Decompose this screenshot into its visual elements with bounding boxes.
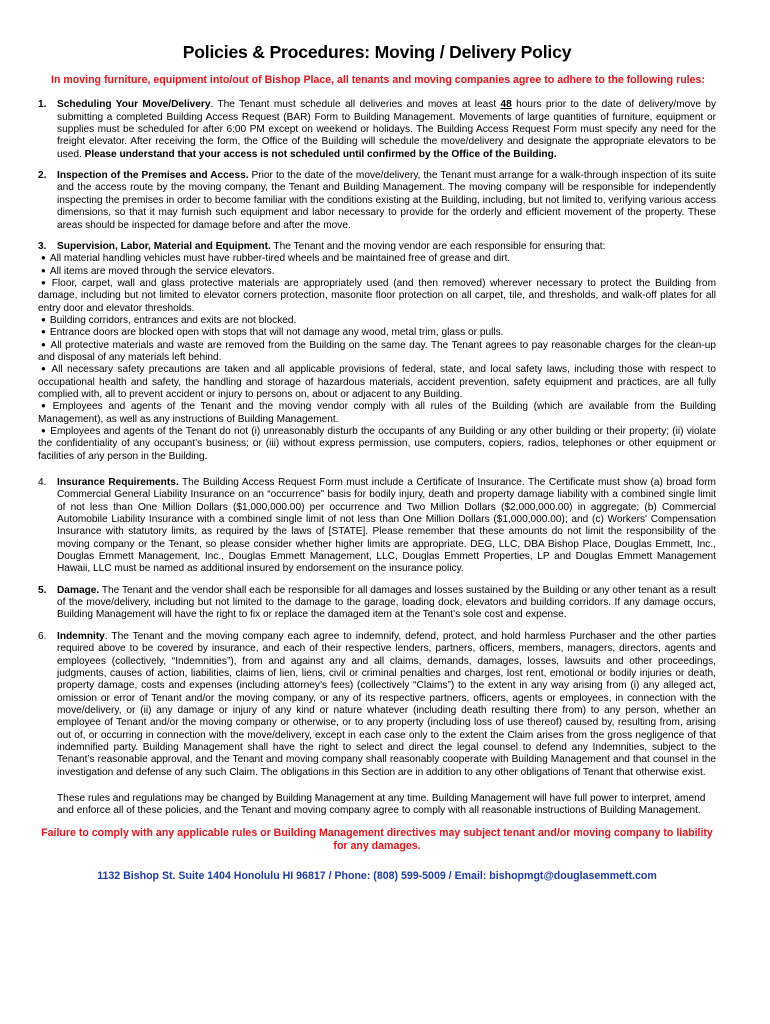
bullet-icon: ● <box>41 253 46 263</box>
list-item: ● All protective materials and waste are removed from the Building on the same day. The Tenant agrees to pay reasonable charges for the clean-up and disposal of any materials left behind. <box>38 339 716 363</box>
section-text: Prior to the date of the move/delivery, the Tenant must arrange for a walk-through inspection of its suite and the access route by the moving company, the Tenant and Building Management. The moving company will be responsible for independently inspecting the premises in order to become familiar with the conditions existing at the Building, including, but not limited to, verifying various access dimensions, so that it may furnish such equipment and labor necessary to provide for the orderly and efficient movement of the property. These areas should be inspected for damage before and after the move. <box>57 170 716 231</box>
closing-paragraph: These rules and regulations may be changed by Building Management at any time. Building Management will have full power to interpret, amend and enforce all of these policies, and the Tenant and moving company agree to comply with all reasonable instructions of Building Management. <box>57 792 706 817</box>
list-item: ● All items are moved through the service elevators. <box>41 265 275 277</box>
section-indemnity <box>38 631 716 779</box>
list-item: ● All material handling vehicles must have rubber-tired wheels and be maintained free of grease and dirt. <box>41 253 511 265</box>
list-item: ● Employees and agents of the Tenant do not (i) unreasonably disturb the occupants of any Building or any other building or their property; (ii) violate the confidentiality of any occupant’s business; or (iii) without express permission, use computers, copiers, radios, telephones or other equipment or facilities of any person in the Building. <box>38 426 716 462</box>
failure-notice: Failure to comply with any applicable rules or Building Management directives may subject tenant and/or moving company to liability for any damages. <box>41 826 713 853</box>
section-number: 5. <box>38 584 47 596</box>
section-number: 1. <box>38 99 47 111</box>
section-heading: Supervision, Labor, Material and Equipment. <box>57 240 271 252</box>
bullet-icon: ● <box>41 277 48 287</box>
bullet-icon: ● <box>41 426 47 435</box>
list-item: ● All necessary safety precautions are taken and all applicable provisions of federal, state, and local safety laws, including those with respect to occupational health and safety, the handling and storage of hazardous materials, accident prevention, safety equipment and practices, are all fully complied with, all to prevent accident or injury to persons on, about or adjacent to any Building. <box>38 364 716 400</box>
section-text: . The Tenant must schedule all deliveries and moves at least <box>210 99 501 111</box>
section-number: 6. <box>38 630 47 642</box>
section-text: The Building Access Request Form must include a Certificate of Insurance. The Certificate must show (a) broad form Commercial General Liability Insurance on an “occurrence” basis for bodily injury, death and property damage liability with a combined single limit of not less than One Million Dollars ($1,000,000.00) per occurrence and Two Million Dollars ($2,000,000.00) in aggregate; (b) Commercial Automobile Liability Insurance with a combined single limit of not less than One Million Dollars ($1,000,000.00); and (c) Workers' Compensation Insurance with statutory limits, as required by the laws of [STATE]. Please remember that these amounts do not limit the responsibility of the moving company or the Tenant, so please consider whether higher limits are appropriate. DEG, LLC, DBA Bishop Place, Douglas Emmett, Inc., Douglas Emmett Management, Inc., Douglas Emmett Management, LLC, Douglas Emmett Properties, LP and Douglas Emmett Management Hawaii, LLC must be named as additional insured by endorsement on the insurance policy. <box>57 477 716 575</box>
bullet-icon: ● <box>41 327 46 337</box>
document-page <box>38 40 716 882</box>
section-text: The Tenant and the moving vendor are each responsible for ensuring that: <box>270 240 606 252</box>
list-item: ● Floor, carpet, wall and glass protective materials are appropriately used (and then removed) wherever necessary to protect the Building from damage, including but not limited to elevator corners protection, masonite floor protection on all carpet, tile, and thresholds, and walk-off plates for all entry door and elevator thresholds. <box>38 277 716 314</box>
section-heading: Scheduling Your Move/Delivery <box>57 99 211 111</box>
section-damage <box>38 585 716 622</box>
intro-notice: In moving furniture, equipment into/out of Bishop Place, all tenants and moving companies agree to adhere to the following rules: <box>51 74 705 86</box>
bullet-icon: ● <box>41 401 49 411</box>
footer-contact: 1132 Bishop St. Suite 1404 Honolulu HI 96817 / Phone: (808) 599-5009 / Email: bishopmgt@douglasemmett.com <box>97 870 657 883</box>
bullet-icon: ● <box>41 314 46 324</box>
section-insurance <box>38 477 716 576</box>
list-item: ● Building corridors, entrances and exits are not blocked. <box>41 314 297 326</box>
section-heading: Insurance Requirements. <box>57 477 179 489</box>
section-inspection <box>38 170 716 232</box>
section-number: 2. <box>38 170 47 182</box>
section-heading: Inspection of the Premises and Access. <box>57 170 249 182</box>
section-text: . The Tenant and the moving company each agree to indemnify, defend, protect, and hold harmless Purchaser and the other parties required above to be covered by insurance, and each of their respective lenders, partners, officers, members, managers, directors, agents and employees (collectively, “Indemnities”), from and against any and all claims, demands, damages, losses, lawsuits and other proceedings, judgments, causes of action, liabilities, claims of lien, liens, civil or criminal penalties and charges, lost rent, emotional or bodily injuries or death, property damage, costs and expenses (including attorney’s fees) (collectively “Claims”) to the extent in any way arising from (i) any alleged act, omission or error of Tenant and/or the moving company, or any of its respective partners, officers, agents or employees, in connection with the move/delivery, or (ii) any damage or injury of any kind or nature whatever (including death resulting there from) to any person, whether an employee of Tenant and/or the moving company or otherwise, or to any property (including loss of use thereof) caused by, resulting from, arising out of, or occurring in connection with the move/delivery, except in each case only to the extent the Claim arises from the gross negligence of that indemnified party. Building Management shall have the right to select and direct the legal counsel to defend any Indemnities, subject to the Tenant’s reasonable approval, and the Tenant and moving company shall reasonably cooperate with Building Management and that counsel in the investigation and defense of any such Claim. The obligations in this Section are in addition to any other obligations of Tenant that otherwise exist. <box>57 630 716 778</box>
list-item: ● Employees and agents of the Tenant and the moving vendor comply with all rules of the Building (which are available from the Building Management), as well as any instructions of Building Management. <box>38 401 716 425</box>
section-text: The Tenant and the vendor shall each be responsible for all damages and losses sustained by the Building or any other tenant as a result of the move/delivery, including but not limited to the damage to the garage, loading dock, elevators and building corridors. If any damage occurs, Building Management will have the right to fix or replace the damaged item at the Tenant’s sole cost and expense. <box>57 584 716 621</box>
bullet-icon: ● <box>41 339 47 349</box>
section-number: 3. <box>38 240 47 252</box>
section-number: 4. <box>38 477 47 489</box>
section-heading: Indemnity <box>57 630 105 642</box>
section-supervision <box>38 241 716 463</box>
bullet-icon: ● <box>41 265 46 275</box>
section-heading: Damage. <box>57 584 100 596</box>
bullet-icon: ● <box>41 364 48 374</box>
section-emphasis: Please understand that your access is not scheduled until confirmed by the Office of the Building. <box>84 148 557 160</box>
notice-hours: 48 <box>500 99 512 111</box>
page-title: Policies & Procedures: Moving / Delivery Policy <box>182 42 572 62</box>
section-text: hours prior to the date of delivery/move by submitting a completed Building Access Request (BAR) Form to Building Management. Movements of large quantities of furniture, equipment or supplies must be scheduled for after 6:00 PM except on weekend or holidays. The Building Access Request Form must specify any need for the freight elevator. After receiving the form, the Office of the Building will schedule the move/delivery and designate the appropriate elevators to be used. <box>57 99 717 160</box>
list-item: ● Entrance doors are blocked open with stops that will not damage any wood, metal trim, glass or pulls. <box>41 327 504 339</box>
section-scheduling <box>38 99 716 161</box>
